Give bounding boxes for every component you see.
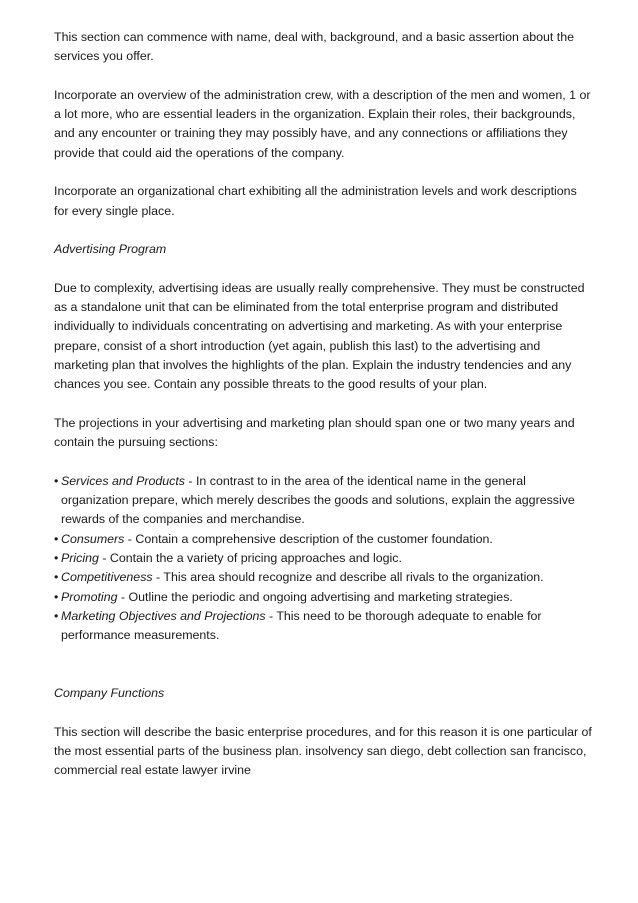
bullet-dot-icon: • — [54, 608, 59, 623]
bullet-dot-icon: • — [54, 570, 59, 585]
advertising-heading: Advertising Program — [54, 242, 167, 257]
document-body — [54, 28, 594, 800]
bullet-text: - This area should recognize and describe all rivals to the organization. — [152, 570, 544, 585]
functions-paragraph: This section will describe the basic enterprise procedures, and for this reason it is one particular of the most essential parts of the business plan. insolvency san diego, debt collection san francisco, commercial real estate lawyer irvine — [54, 724, 592, 778]
bullet-item-pricing — [54, 549, 594, 568]
bullet-item-services — [54, 472, 594, 530]
bullet-text: - In contrast to in the area of the identical name in the general organization prepare, which merely describes the goods and solutions, explain the aggressive rewards of the companies and merchandise. — [61, 473, 575, 527]
bullet-term: Promoting — [61, 589, 118, 604]
bullet-dot-icon: • — [54, 473, 59, 488]
bullet-item-competitiveness — [54, 568, 594, 587]
section-spacer — [54, 665, 594, 684]
bullet-text: - Contain the a variety of pricing approaches and logic. — [98, 551, 402, 566]
intro-paragraph-3: Incorporate an organizational chart exhibiting all the administration levels and work descriptions for every single place. — [54, 184, 577, 218]
bullet-term: Competitiveness — [61, 570, 153, 585]
bullet-dot-icon: • — [54, 589, 59, 604]
advertising-paragraph-1: Due to complexity, advertising ideas are usually really comprehensive. They must be constructed as a standalone unit that can be eliminated from the total enterprise program and distributed individually to individuals concentrating on advertising and marketing. As with your enterprise prepare, consist of a short introduction (yet again, publish this last) to the advertising and marketing plan that involves the highlights of the plan. Explain the industry tendencies and any chances you see. Contain any possible threats to the good results of your plan. — [54, 280, 585, 392]
bullet-term: Pricing — [61, 551, 99, 566]
functions-heading: Company Functions — [54, 686, 165, 701]
bullet-item-marketing-objectives — [54, 607, 594, 646]
bullet-item-promoting — [54, 588, 594, 607]
intro-paragraph-1: This section can commence with name, deal with, background, and a basic assertion about the services you offer. — [54, 30, 575, 64]
bullet-term: Consumers — [61, 531, 125, 546]
bullet-text: - This need to be thorough adequate to enable for performance measurements. — [61, 608, 542, 643]
bullet-term: Services and Products — [61, 473, 185, 488]
bullet-text: - Contain a comprehensive description of the customer foundation. — [124, 531, 493, 546]
intro-paragraph-2: Incorporate an overview of the administration crew, with a description of the men and women, 1 or a lot more, who are essential leaders in the organization. Explain their roles, their backgrounds, and any encounter or training they may possibly have, and any connections or affiliations they provide that could aid the operations of the company. — [54, 87, 591, 160]
sections-bullet-list — [54, 472, 594, 646]
bullet-text: - Outline the periodic and ongoing advertising and marketing strategies. — [117, 589, 513, 604]
bullet-dot-icon: • — [54, 531, 59, 546]
bullet-item-consumers — [54, 530, 594, 549]
advertising-paragraph-2: The projections in your advertising and marketing plan should span one or two many years and contain the pursuing sections: — [54, 415, 575, 450]
bullet-term: Marketing Objectives and Projections — [61, 608, 266, 623]
bullet-dot-icon: • — [54, 551, 59, 566]
